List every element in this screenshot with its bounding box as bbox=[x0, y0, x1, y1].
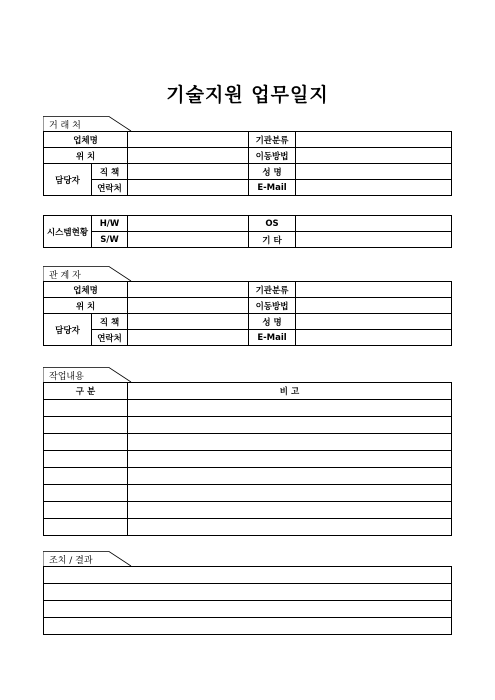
category-cell[interactable] bbox=[44, 519, 128, 536]
org-type-field[interactable] bbox=[296, 132, 452, 148]
hw-label: H/W bbox=[92, 216, 128, 232]
company-label: 업체명 bbox=[44, 282, 128, 298]
note-cell[interactable] bbox=[128, 519, 452, 536]
company-label: 업체명 bbox=[44, 132, 128, 148]
position-field[interactable] bbox=[128, 164, 249, 180]
related-info-table bbox=[43, 281, 452, 346]
page-title: 기술지원 업무일지 bbox=[166, 84, 329, 106]
category-cell[interactable] bbox=[44, 502, 128, 519]
note-cell[interactable] bbox=[128, 400, 452, 417]
action-tab-label: 조치 / 결과 bbox=[49, 556, 93, 566]
sw-label: S/W bbox=[92, 232, 128, 248]
email-label: E-Mail bbox=[249, 330, 296, 346]
transport-field[interactable] bbox=[296, 148, 452, 164]
action-section-tab bbox=[43, 551, 133, 567]
etc-field[interactable] bbox=[296, 232, 452, 248]
contact-field[interactable] bbox=[128, 180, 249, 196]
work-content-table bbox=[43, 382, 452, 536]
work-tab-label: 작업내용 bbox=[49, 372, 84, 382]
manager-label: 담당자 bbox=[44, 314, 92, 346]
note-cell[interactable] bbox=[128, 451, 452, 468]
os-field[interactable] bbox=[296, 216, 452, 232]
note-cell[interactable] bbox=[128, 502, 452, 519]
client-info-table bbox=[43, 131, 452, 196]
note-cell[interactable] bbox=[128, 434, 452, 451]
client-tab-label: 거 래 처 bbox=[49, 121, 81, 131]
note-cell[interactable] bbox=[128, 485, 452, 502]
email-label: E-Mail bbox=[249, 180, 296, 196]
org-type-label: 기관분류 bbox=[249, 282, 296, 298]
category-cell[interactable] bbox=[44, 451, 128, 468]
transport-label: 이동방법 bbox=[249, 298, 296, 314]
contact-label: 연락처 bbox=[92, 180, 128, 196]
action-row[interactable] bbox=[44, 584, 452, 601]
name-label: 성 명 bbox=[249, 314, 296, 330]
company-field[interactable] bbox=[128, 282, 249, 298]
position-field[interactable] bbox=[128, 314, 249, 330]
name-label: 성 명 bbox=[249, 164, 296, 180]
related-tab-label: 관 계 자 bbox=[49, 271, 81, 281]
position-label: 직 책 bbox=[92, 164, 128, 180]
action-result-table bbox=[43, 566, 452, 635]
location-label: 위 치 bbox=[44, 298, 128, 314]
transport-field[interactable] bbox=[296, 298, 452, 314]
hw-field[interactable] bbox=[128, 216, 249, 232]
email-field[interactable] bbox=[296, 180, 452, 196]
contact-label: 연락처 bbox=[92, 330, 128, 346]
client-section-tab bbox=[43, 116, 133, 132]
category-cell[interactable] bbox=[44, 417, 128, 434]
category-cell[interactable] bbox=[44, 468, 128, 485]
name-field[interactable] bbox=[296, 314, 452, 330]
company-field[interactable] bbox=[128, 132, 249, 148]
category-cell[interactable] bbox=[44, 485, 128, 502]
position-label: 직 책 bbox=[92, 314, 128, 330]
action-row[interactable] bbox=[44, 618, 452, 635]
contact-field[interactable] bbox=[128, 330, 249, 346]
system-status-table bbox=[43, 215, 452, 248]
action-row[interactable] bbox=[44, 601, 452, 618]
transport-label: 이동방법 bbox=[249, 148, 296, 164]
action-row[interactable] bbox=[44, 567, 452, 584]
email-field[interactable] bbox=[296, 330, 452, 346]
location-field[interactable] bbox=[128, 148, 249, 164]
org-type-field[interactable] bbox=[296, 282, 452, 298]
location-field[interactable] bbox=[128, 298, 249, 314]
system-status-label: 시스템현황 bbox=[44, 216, 92, 248]
org-type-label: 기관분류 bbox=[249, 132, 296, 148]
work-section-tab bbox=[43, 367, 133, 383]
location-label: 위 치 bbox=[44, 148, 128, 164]
manager-label: 담당자 bbox=[44, 164, 92, 196]
note-column-header: 비 고 bbox=[128, 383, 452, 400]
category-cell[interactable] bbox=[44, 434, 128, 451]
note-cell[interactable] bbox=[128, 417, 452, 434]
related-section-tab bbox=[43, 266, 133, 282]
category-column-header: 구 분 bbox=[44, 383, 128, 400]
sw-field[interactable] bbox=[128, 232, 249, 248]
etc-label: 기 타 bbox=[249, 232, 296, 248]
name-field[interactable] bbox=[296, 164, 452, 180]
os-label: OS bbox=[249, 216, 296, 232]
category-cell[interactable] bbox=[44, 400, 128, 417]
note-cell[interactable] bbox=[128, 468, 452, 485]
